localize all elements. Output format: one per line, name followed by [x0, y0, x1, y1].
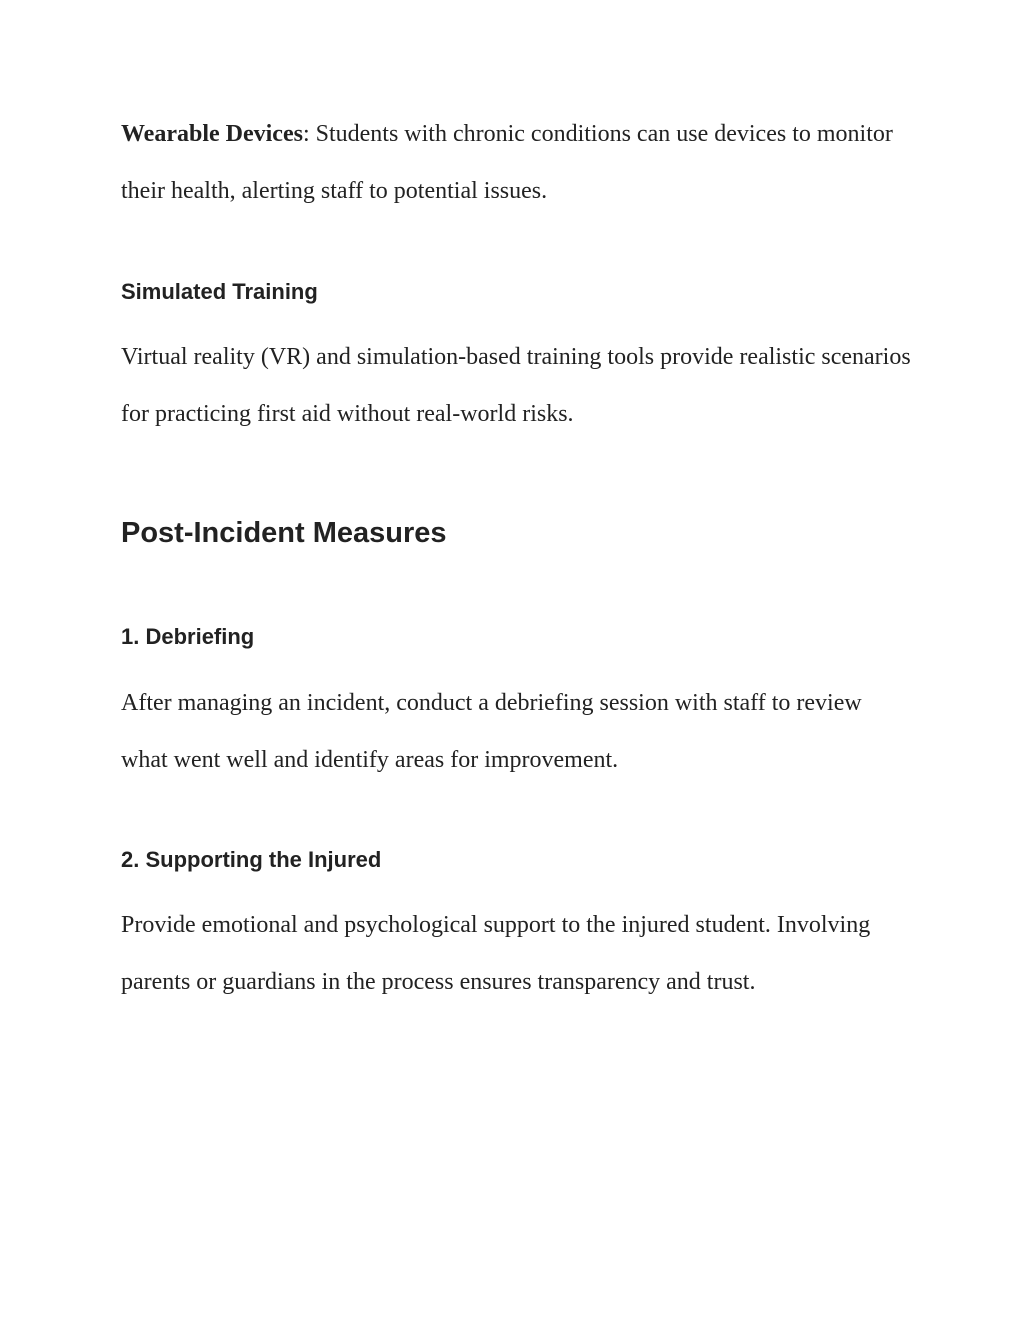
wearable-devices-term: Wearable Devices [121, 121, 303, 147]
debriefing-heading: 1. Debriefing [121, 624, 255, 649]
debriefing-paragraph: After managing an incident, conduct a debriefing session with staff to review what went well and identify areas for improvement. [121, 690, 862, 773]
wearable-devices-text: : Students with chronic conditions can use devices to monitor their health, alerting staff to potential issues. [121, 121, 893, 204]
supporting-injured-paragraph: Provide emotional and psychological support to the injured student. Involving parents or guardians in the process ensures transparency and trust. [121, 912, 871, 995]
supporting-injured-heading: 2. Supporting the Injured [121, 847, 382, 872]
post-incident-measures-heading: Post-Incident Measures [121, 517, 447, 549]
simulated-training-heading: Simulated Training [121, 279, 318, 304]
wearable-devices-paragraph [121, 106, 911, 220]
simulated-training-paragraph: Virtual reality (VR) and simulation-based training tools provide realistic scenarios for practicing first aid without real-world risks. [121, 344, 911, 427]
